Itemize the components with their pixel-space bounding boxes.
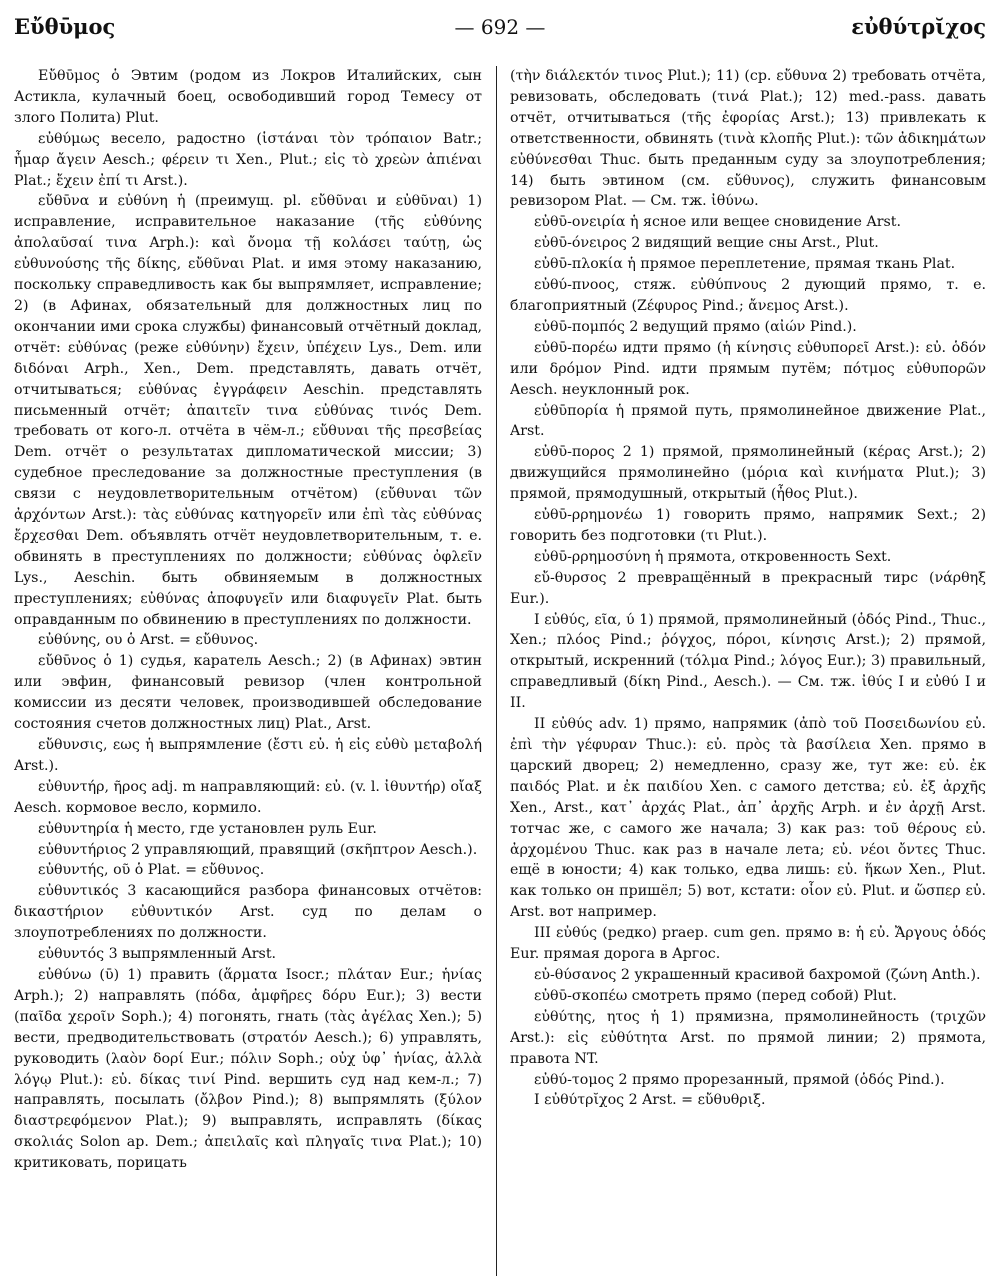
dictionary-entry: εὐθῡ-πορος 2 1) прямой, прямолинейный (κέρας Arst.); 2) движущийся прямолинейно (μόρια καὶ κινήματα Plut.); 3) прямой, прямодушный, открытый (ἦθος Plut.). [510, 444, 986, 503]
dictionary-entry-continued: (τὴν διάλεκτόν τινος Plut.); 11) (ср. εὔθυνα 2) требовать отчёта, ревизовать, обследовать (τινά Plat.); 12) med.-pass. давать отчёт, отчитываться (τῆς ἐφορίας Arst.); 13) привлекать к ответственности, обвинять (τινὰ κλοπῆς Plut.): τῶν ἀδικημάτων εὐθύνεσθαι Thuc. быть преданным суду за злоупотребления; 14) быть эвтином (см. εὔθυνος), служить финансовым ревизором Plat. — См. тж. ἰθύνω. [510, 68, 986, 210]
right-column [510, 66, 986, 1280]
dictionary-entry: I εὐθύτρῐχος 2 Arst. = εὔθυθριξ. [534, 1092, 766, 1109]
dictionary-entry: εὐθῡ-όνειρος 2 видящий вещие сны Arst., Plut. [534, 235, 879, 252]
dictionary-entry: εὐθῡπορία ἡ прямой путь, прямолинейное движение Plat., Arst. [510, 402, 986, 440]
dictionary-entry: εὐθυντής, οῦ ὁ Plat. = εὔθυνος. [38, 862, 265, 879]
dictionary-entry: εὔθῡνα и εὐθύνη ἡ (преимущ. pl. εὔθῦναι и εὐθῦναι) 1) исправление, исправительное наказание (τῆς εὐθύνης ἀπολαῦσαί τινα Arph.): καὶ ὄνομα τῇ κολάσει ταύτῃ, ὡς εὐθυνούσης τῆς δίκης, εὔθῦναι Plat. и имя этому наказанию, поскольку справедливость как бы выпрямляет, исправление; 2) (в Афинах, обязательный для должностных лиц по окончании ими срока службы) финансовый отчётный доклад, отчёт: εὐθύνας (реже εὐθύνην) ἔχειν, ὑπέχειν Lys., Dem. или διδόναι Arph., Xen., Dem. представлять, давать отчёт, отчитываться; εὐθύνας ἐγγράφειν Aeschin. представлять письменный отчёт; ἀπαιτεῖν τινα εὐθύνας τινός Dem. требовать от кого-л. отчёта в чём-л.; εὔθυναι τῆς πρεσβείας Dem. отчёт о результатах дипломатической миссии; 3) судебное преследование за должностные преступления (в связи с неудовлетворительным отчётом) (εὔθυναι τῶν ἀρχόντων Arst.): τὰς εὐθύνας κατηγορεῖν или ἐπὶ τὰς εὐθύνας ἔρχεσθαι Dem. объявлять отчёт неудовлетворительным, т. е. обвинять в преступлениях по должности; εὐθύνας ὀφλεῖν Lys., Aeschin. быть обвиняемым в должностных преступлениях; εὐθύνας ἀποφυγεῖν или διαφυγεῖν Plat. быть оправданным по обвинению в преступлениях по должности. [14, 193, 482, 628]
dictionary-entry: εὐθῡ-ρρημοσύνη ἡ прямота, откровенность Sext. [534, 548, 892, 565]
dictionary-entry: εὐθῡ-ονειρία ἡ ясное или вещее сновидение Arst. [534, 214, 901, 231]
dictionary-entry: εὔθῡνος ὁ 1) судья, каратель Aesch.; 2) (в Афинах) эвтин или эвфин, финансовый ревизор (член контрольной комиссии из десяти человек, производившей обследование состояния счетов должностных лиц) Plat., Arst. [14, 653, 482, 733]
dictionary-entry: εὔθυνσις, εως ἡ выпрямление (ἔστι εὐ. ἡ εἰς εὐθὺ μεταβολή Arst.). [14, 737, 482, 774]
dictionary-entry: Εὔθῡμος ὁ Эвтим (родом из Локров Италийских, сын Астикла, кулачный боец, освободивший город Темесу от злого Полита) Plut. [14, 68, 482, 126]
dictionary-entry: εὐθῡ-πλοκία ἡ прямое переплетение, прямая ткань Plat. [534, 256, 956, 273]
header-left-headword: Εὔθῡμος [14, 14, 116, 39]
dictionary-entry: I εὐθύς, εῖα, ύ 1) прямой, прямолинейный (ὁδός Pind., Thuc., Xen.; πλόος Pind.; ῥόγχος, πόροι, κίνησις Arst.); 2) прямой, открытый, искренний (τόλμα Pind.; λόγος Eur.); 3) правильный, справедливый (δίκη Pind., Aesch.). — См. тж. ἰθύς I и εὐθύ I и II. [510, 611, 986, 712]
dictionary-entry: εὐθῡ-πομπός 2 ведущий прямо (αἰών Pind.). [534, 318, 857, 335]
dictionary-entry: εὐθῡ-ρρημονέω 1) говорить прямо, напрямик Sext.; 2) говорить без подготовки (τι Plut.). [510, 507, 986, 544]
header-right-headword: εὐθύτρῐχος [851, 14, 986, 39]
dictionary-entry: εὐθυντήριος 2 управляющий, правящий (σκῆπτρον Aesch.). [38, 841, 478, 858]
column-divider [496, 66, 497, 1276]
dictionary-entry: εὐθύ-τομος 2 прямо прорезанный, прямой (ὁδός Pind.). [534, 1071, 945, 1088]
dictionary-entry: εὐθυντηρία ἡ место, где установлен руль Eur. [38, 820, 377, 837]
left-column [14, 66, 482, 1280]
page-number: — 692 — [454, 15, 546, 39]
dictionary-entry: εὐθύμως весело, радостно (ἱστάναι τὸν τρόπαιον Batr.; ἦμαρ ἄγειν Aesch.; φέρειν τι Xen., Plut.; εἰς τὸ χρεὼν ἀπιέναι Plat.; ἔχειν ἐπί τι Arst.). [14, 130, 482, 189]
dictionary-entry: εὔ-θυρσος 2 превращённый в прекрасный тирс (νάρθηξ Eur.). [510, 569, 986, 607]
dictionary-entry: εὐ-θύσανος 2 украшенный красивой бахромой (ζώνη Anth.). [534, 966, 981, 983]
dictionary-entry: II εὐθύς adv. 1) прямо, напрямик (ἀπὸ τοῦ Ποσειδωνίου εὐ. ἐπὶ τὴν γέφυραν Thuc.): εὐ. πρὸς τὰ βασίλεια Xen. прямо в царский дворец; 2) немедленно, сразу же, тут же: εὐ. ἐκ παιδός Plat. и ἐκ παιδίου Xen. с самого детства; εὐ. ἐξ ἀρχῆς Xen., Arst., κατ᾽ ἀρχάς Plat., ἀπ᾽ ἀρχῆς Arph. и ἐν ἀρχῇ Arst. тотчас же, с самого же начала; 3) как раз: τοῦ θέρους εὐ. ἀρχομένου Thuc. как раз в начале лета; εὐ. νέοι ὄντες Thuc. ещё в юности; 4) как только, едва лишь: εὐ. ἥκων Xen., Plut. как только он пришёл; 5) вот, кстати: οἷον εὐ. Plut. и ὥσπερ εὐ. Arst. вот например. [510, 716, 986, 921]
dictionary-entry: εὐθύνω (ῡ) 1) править (ἅρματα Isocr.; πλάταν Eur.; ἡνίας Arph.); 2) направлять (πόδα, ἀμφῆρες δόρυ Eur.); 3) вести (παῖδα χεροῖν Soph.); 4) погонять, гнать (τὰς ἀγέλας Xen.); 5) вести, предводительствовать (στρατόν Aesch.); 6) управлять, руководить (λαὸν δορί Eur.; πόλιν Soph.; οὐχ ὑφ᾽ ἡνίας, ἀλλὰ λόγῳ Plut.): εὐ. δίκας τινί Pind. вершить суд над кем-л.; 7) направлять, посылать (ὄλβον Pind.); 8) выпрямлять (ξύλον διαστρεφόμενον Plat.); 9) выправлять, исправлять (δίκας σκολιάς Solon ap. Dem.; ἀπειλαῖς καὶ πληγαῖς τινα Plat.); 10) критиковать, порицать [14, 966, 482, 1172]
dictionary-entry: εὐθῡ-σκοπέω смотреть прямо (перед собой) Plut. [534, 987, 897, 1004]
dictionary-entry: εὐθύ-πνοος, стяж. εὐθύπνους 2 дующий прямо, т. е. благоприятный (Ζέφυρος Pind.; ἄνεμος Arst.). [510, 277, 986, 314]
dictionary-entry: εὐθῡ-πορέω идти прямо (ἡ κίνησις εὐθυπορεῖ Arst.): εὐ. ὁδόν или δρόμον Pind. идти прямым путём; πότμος εὐθυπορῶν Aesch. неуклонный рок. [510, 339, 986, 398]
page-header [14, 14, 986, 42]
dictionary-entry: εὐθύτης, ητος ἡ 1) прямизна, прямолинейность (τριχῶν Arst.): εἰς εὐθύτητα Arst. по прямой линии; 2) прямота, правота NT. [510, 1008, 986, 1067]
dictionary-entry: εὐθύνης, ου ὁ Arst. = εὔθυνος. [38, 632, 259, 649]
dictionary-entry: εὐθυντικός 3 касающийся разбора финансовых отчётов: δικαστήριον εὐθυντικόν Arst. суд по делам о злоупотреблениях по должности. [14, 883, 482, 942]
dictionary-entry: εὐθυντός 3 выпрямленный Arst. [38, 946, 277, 963]
dictionary-entry: εὐθυντήρ, ῆρος adj. m направляющий: εὐ. (v. l. ἰθυντήρ) οἴαξ Aesch. кормовое весло, кормило. [14, 778, 482, 816]
dictionary-entry: III εὐθύς (редко) praep. cum gen. прямо в: ἡ εὐ. Ἄργους ὁδός Eur. прямая дорога в Аргос. [510, 925, 986, 963]
